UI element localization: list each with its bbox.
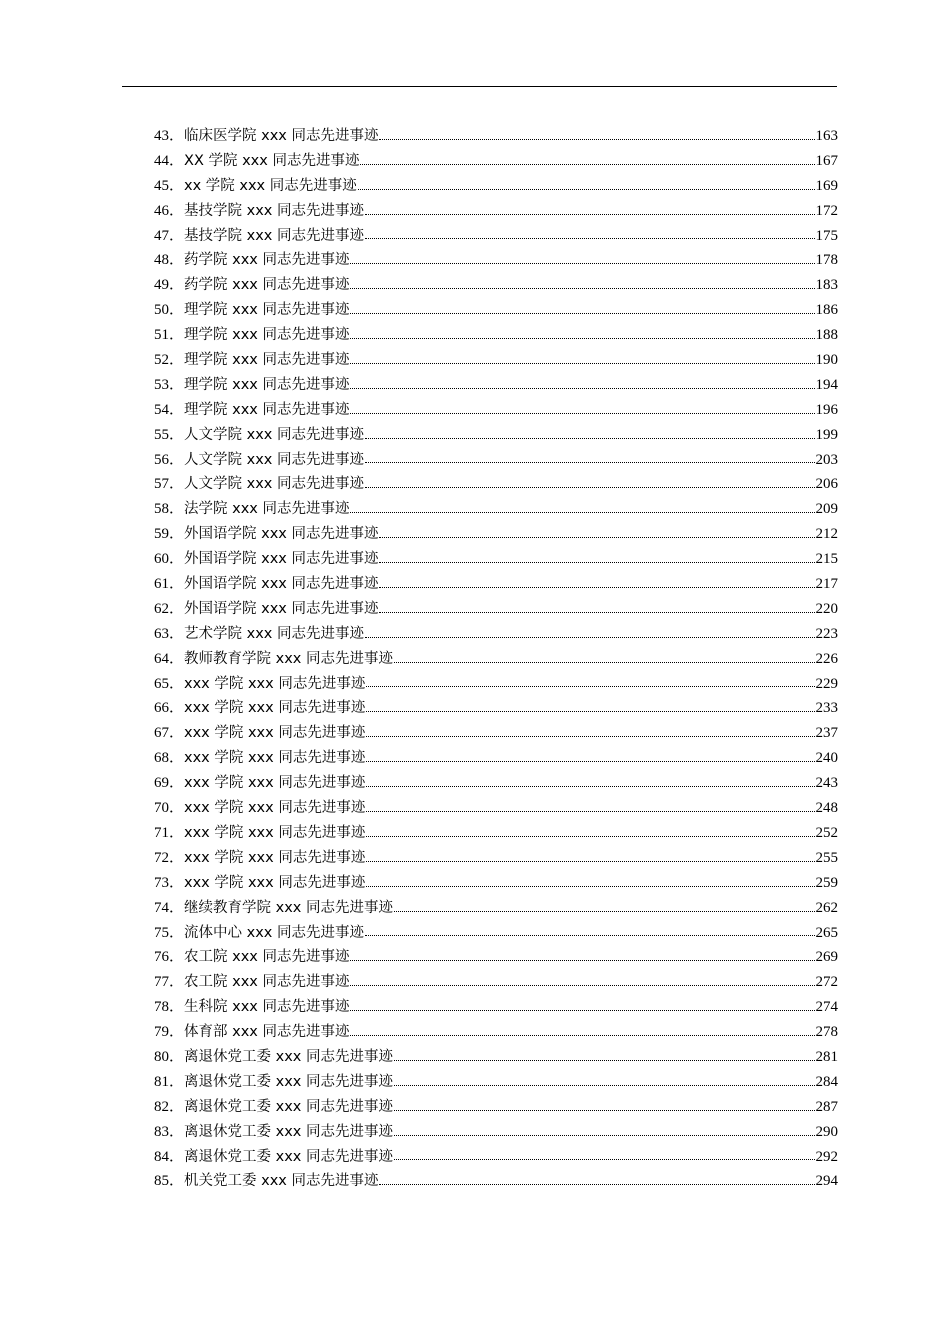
toc-entry[interactable] [154,1120,838,1145]
toc-entry-page-number: 220 [815,600,838,617]
toc-entry-title: 离退休党工委 xxx 同志先进事迹 [184,1048,393,1065]
toc-dot-leader [366,761,814,762]
toc-entry-number: 47． [154,227,185,244]
toc-dot-leader [394,1135,815,1136]
toc-entry-title: 外国语学院 xxx 同志先进事迹 [184,600,379,617]
toc-entry-page-number: 269 [815,949,838,966]
toc-dot-leader [358,189,815,190]
toc-entry-title: xxx 学院 xxx 同志先进事迹 [184,800,366,817]
toc-entry[interactable] [154,298,838,323]
toc-entry-number: 67． [154,725,185,742]
toc-dot-leader [394,911,815,912]
toc-entry-page-number: 252 [815,824,838,841]
toc-entry[interactable] [154,771,838,796]
toc-entry-title: 离退休党工委 xxx 同志先进事迹 [184,1123,393,1140]
toc-entry-page-number: 259 [815,874,838,891]
toc-entry-number: 58． [154,501,185,518]
toc-entry-page-number: 290 [815,1123,838,1140]
toc-dot-leader [350,512,814,513]
toc-entry-number: 79． [154,1024,185,1041]
toc-entry-number: 76． [154,949,185,966]
toc-dot-leader [379,1184,814,1185]
toc-dot-leader [394,1110,815,1111]
toc-entry-page-number: 169 [815,177,838,194]
toc-entry-title: 离退休党工委 xxx 同志先进事迹 [184,1098,393,1115]
toc-entry-number: 44． [154,152,185,169]
toc-entry-page-number: 223 [815,625,838,642]
toc-entry-title: xx 学院 xxx 同志先进事迹 [184,177,357,194]
toc-dot-leader [360,164,814,165]
toc-entry-number: 62． [154,600,185,617]
toc-entry-title: xxx 学院 xxx 同志先进事迹 [184,675,366,692]
toc-entry-title: 体育部 xxx 同志先进事迹 [184,1024,350,1041]
toc-entry-page-number: 196 [815,401,838,418]
toc-entry-number: 54． [154,401,185,418]
toc-entry-page-number: 175 [815,227,838,244]
toc-entry-page-number: 240 [815,750,838,767]
toc-entry-number: 43． [154,128,185,144]
toc-entry-page-number: 212 [815,526,838,543]
toc-entry-page-number: 186 [815,302,838,319]
toc-entry-page-number: 243 [815,775,838,792]
toc-entry[interactable] [154,1045,838,1070]
toc-entry-title: 离退休党工委 xxx 同志先进事迹 [184,1148,393,1165]
toc-entry-page-number: 194 [815,376,838,393]
toc-entry-page-number: 248 [815,800,838,817]
toc-entry-number: 45． [154,177,185,194]
toc-dot-leader [365,462,815,463]
toc-entry-number: 75． [154,924,185,941]
toc-entry-title: 外国语学院 xxx 同志先进事迹 [184,551,379,568]
toc-entry-title: 药学院 xxx 同志先进事迹 [184,252,350,269]
toc-entry[interactable] [154,896,838,921]
toc-entry-title: 理学院 xxx 同志先进事迹 [184,376,350,393]
toc-entry-number: 66． [154,700,185,717]
toc-entry[interactable] [154,522,838,547]
toc-dot-leader [379,139,814,140]
toc-dot-leader [366,736,814,737]
toc-entry-number: 65． [154,675,185,692]
toc-entry-title: 外国语学院 xxx 同志先进事迹 [184,576,379,593]
toc-entry-number: 53． [154,376,185,393]
toc-dot-leader [365,438,815,439]
toc-entry-page-number: 233 [815,700,838,717]
toc-dot-leader [350,1035,814,1036]
toc-entry[interactable] [154,597,838,622]
toc-entry-title: 理学院 xxx 同志先进事迹 [184,302,350,319]
toc-entry-number: 71． [154,824,185,841]
toc-entry-title: 人文学院 xxx 同志先进事迹 [184,451,364,468]
toc-entry-number: 60． [154,551,185,568]
toc-entry-page-number: 292 [815,1148,838,1165]
toc-entry-title: 法学院 xxx 同志先进事迹 [184,501,350,518]
toc-entry[interactable] [154,672,838,697]
toc-entry-title: 药学院 xxx 同志先进事迹 [184,277,350,294]
toc-dot-leader [366,811,814,812]
toc-dot-leader [350,263,814,264]
toc-entry-number: 57． [154,476,185,493]
toc-dot-leader [365,637,815,638]
toc-entry-number: 49． [154,277,185,294]
toc-entry[interactable] [154,995,838,1020]
toc-entry-number: 72． [154,849,185,866]
toc-entry-number: 83． [154,1123,185,1140]
toc-entry-number: 69． [154,775,185,792]
toc-entry-number: 59． [154,526,185,543]
toc-entry-page-number: 226 [815,650,838,667]
toc-entry-title: xxx 学院 xxx 同志先进事迹 [184,700,366,717]
toc-entry-title: 理学院 xxx 同志先进事迹 [184,327,350,344]
toc-entry-title: XX 学院 xxx 同志先进事迹 [184,152,360,169]
toc-dot-leader [350,288,814,289]
toc-entry-page-number: 294 [815,1173,838,1190]
toc-entry-page-number: 163 [815,128,838,144]
toc-entry-page-number: 172 [815,202,838,219]
toc-dot-leader [366,861,814,862]
toc-entry[interactable] [154,273,838,298]
toc-entry[interactable] [154,746,838,771]
toc-dot-leader [350,363,814,364]
toc-entry[interactable] [154,248,838,273]
toc-entry-title: xxx 学院 xxx 同志先进事迹 [184,849,366,866]
toc-dot-leader [350,413,814,414]
toc-entry-title: 流体中心 xxx 同志先进事迹 [184,924,364,941]
toc-entry-page-number: 284 [815,1073,838,1090]
toc-entry-page-number: 167 [815,152,838,169]
toc-entry[interactable] [154,348,838,373]
toc-entry-number: 73． [154,874,185,891]
toc-entry[interactable] [154,398,838,423]
toc-entry-page-number: 281 [815,1048,838,1065]
toc-entry-number: 82． [154,1098,185,1115]
toc-entry-number: 64． [154,650,185,667]
toc-entry-page-number: 217 [815,576,838,593]
toc-entry-title: xxx 学院 xxx 同志先进事迹 [184,725,366,742]
toc-entry[interactable] [154,846,838,871]
toc-entry-number: 56． [154,451,185,468]
toc-entry-title: 基技学院 xxx 同志先进事迹 [184,202,364,219]
toc-entry-number: 52． [154,352,185,369]
toc-dot-leader [350,313,814,314]
toc-entry-page-number: 203 [815,451,838,468]
toc-entry-page-number: 183 [815,277,838,294]
toc-entry-page-number: 278 [815,1024,838,1041]
toc-entry-title: 人文学院 xxx 同志先进事迹 [184,426,364,443]
toc-dot-leader [366,686,814,687]
toc-entry-title: 人文学院 xxx 同志先进事迹 [184,476,364,493]
toc-entry-page-number: 188 [815,327,838,344]
toc-entry-number: 68． [154,750,185,767]
toc-entry-page-number: 199 [815,426,838,443]
toc-entry[interactable] [154,124,838,149]
toc-entry-page-number: 178 [815,252,838,269]
toc-entry[interactable] [154,224,838,249]
toc-dot-leader [366,711,814,712]
toc-entry-number: 48． [154,252,185,269]
toc-entry-number: 46． [154,202,185,219]
toc-entry[interactable] [154,149,838,174]
toc-entry[interactable] [154,970,838,995]
toc-entry[interactable] [154,821,838,846]
toc-entry-number: 61． [154,576,185,593]
toc-entry-page-number: 190 [815,352,838,369]
toc-dot-leader [379,587,814,588]
toc-entry-page-number: 262 [815,899,838,916]
toc-entry-title: 基技学院 xxx 同志先进事迹 [184,227,364,244]
toc-entry-title: 理学院 xxx 同志先进事迹 [184,352,350,369]
toc-entry[interactable] [154,323,838,348]
toc-entry-page-number: 265 [815,924,838,941]
toc-entry-title: 临床医学院 xxx 同志先进事迹 [184,128,379,144]
toc-dot-leader [379,537,814,538]
toc-entry-page-number: 206 [815,476,838,493]
toc-entry-page-number: 272 [815,974,838,991]
toc-entry-title: 农工院 xxx 同志先进事迹 [184,974,350,991]
toc-entry-number: 85． [154,1173,185,1190]
toc-entry[interactable] [154,796,838,821]
toc-entry-number: 50． [154,302,185,319]
toc-dot-leader [350,388,814,389]
toc-entry-number: 80． [154,1048,185,1065]
toc-entry-page-number: 229 [815,675,838,692]
toc-entry-number: 78． [154,999,185,1016]
toc-entry[interactable] [154,647,838,672]
toc-entry[interactable] [154,572,838,597]
toc-entry-title: 机关党工委 xxx 同志先进事迹 [184,1173,379,1190]
toc-entry-title: 生科院 xxx 同志先进事迹 [184,999,350,1016]
toc-entry-number: 55． [154,426,185,443]
toc-entry-number: 84． [154,1148,185,1165]
toc-entry[interactable] [154,1070,838,1095]
toc-entry-page-number: 237 [815,725,838,742]
toc-entry[interactable] [154,1145,838,1170]
toc-dot-leader [366,836,814,837]
toc-entry-title: xxx 学院 xxx 同志先进事迹 [184,775,366,792]
toc-dot-leader [365,214,815,215]
toc-dot-leader [350,960,814,961]
toc-entry[interactable] [154,199,838,224]
toc-entry[interactable] [154,1169,838,1194]
toc-dot-leader [366,886,814,887]
toc-entry[interactable] [154,448,838,473]
toc-entry-title: 艺术学院 xxx 同志先进事迹 [184,625,364,642]
toc-dot-leader [350,1010,814,1011]
toc-entry-title: 外国语学院 xxx 同志先进事迹 [184,526,379,543]
toc-dot-leader [366,786,814,787]
toc-dot-leader [394,1060,815,1061]
toc-entry-number: 77． [154,974,185,991]
toc-entry-number: 70． [154,800,185,817]
toc-dot-leader [365,238,815,239]
toc-dot-leader [379,562,814,563]
toc-dot-leader [394,1085,815,1086]
toc-dot-leader [365,935,815,936]
toc-entry[interactable] [154,696,838,721]
toc-entry[interactable] [154,373,838,398]
toc-dot-leader [394,662,815,663]
toc-entry[interactable] [154,945,838,970]
toc-entry[interactable] [154,497,838,522]
toc-entry[interactable] [154,721,838,746]
toc-entry[interactable] [154,1020,838,1045]
toc-dot-leader [394,1159,815,1160]
toc-entry[interactable] [154,423,838,448]
toc-dot-leader [350,338,814,339]
toc-entry-page-number: 209 [815,501,838,518]
toc-entry-title: 教师教育学院 xxx 同志先进事迹 [184,650,393,667]
toc-entry-title: 离退休党工委 xxx 同志先进事迹 [184,1073,393,1090]
toc-entry-title: 理学院 xxx 同志先进事迹 [184,401,350,418]
toc-entry-number: 74． [154,899,185,916]
toc-dot-leader [365,487,815,488]
toc-entry-page-number: 287 [815,1098,838,1115]
toc-entry[interactable] [154,622,838,647]
toc-entry[interactable] [154,1095,838,1120]
toc-entry-page-number: 255 [815,849,838,866]
toc-entry-page-number: 215 [815,551,838,568]
toc-entry[interactable] [154,871,838,896]
toc-entry-number: 63． [154,625,185,642]
toc-entry[interactable] [154,547,838,572]
toc-entry[interactable] [154,174,838,199]
toc-entry-page-number: 274 [815,999,838,1016]
toc-entry-number: 81． [154,1073,185,1090]
toc-entry[interactable] [154,472,838,497]
header-rule [122,86,837,87]
toc-dot-leader [350,985,814,986]
toc-entry-title: xxx 学院 xxx 同志先进事迹 [184,874,366,891]
toc-entry-title: xxx 学院 xxx 同志先进事迹 [184,750,366,767]
toc-entry-number: 51． [154,327,185,344]
toc-dot-leader [379,612,814,613]
toc-entry-title: 继续教育学院 xxx 同志先进事迹 [184,899,393,916]
toc-entry-title: 农工院 xxx 同志先进事迹 [184,949,350,966]
toc-entry-title: xxx 学院 xxx 同志先进事迹 [184,824,366,841]
toc-entry[interactable] [154,921,838,946]
table-of-contents [154,124,838,1194]
